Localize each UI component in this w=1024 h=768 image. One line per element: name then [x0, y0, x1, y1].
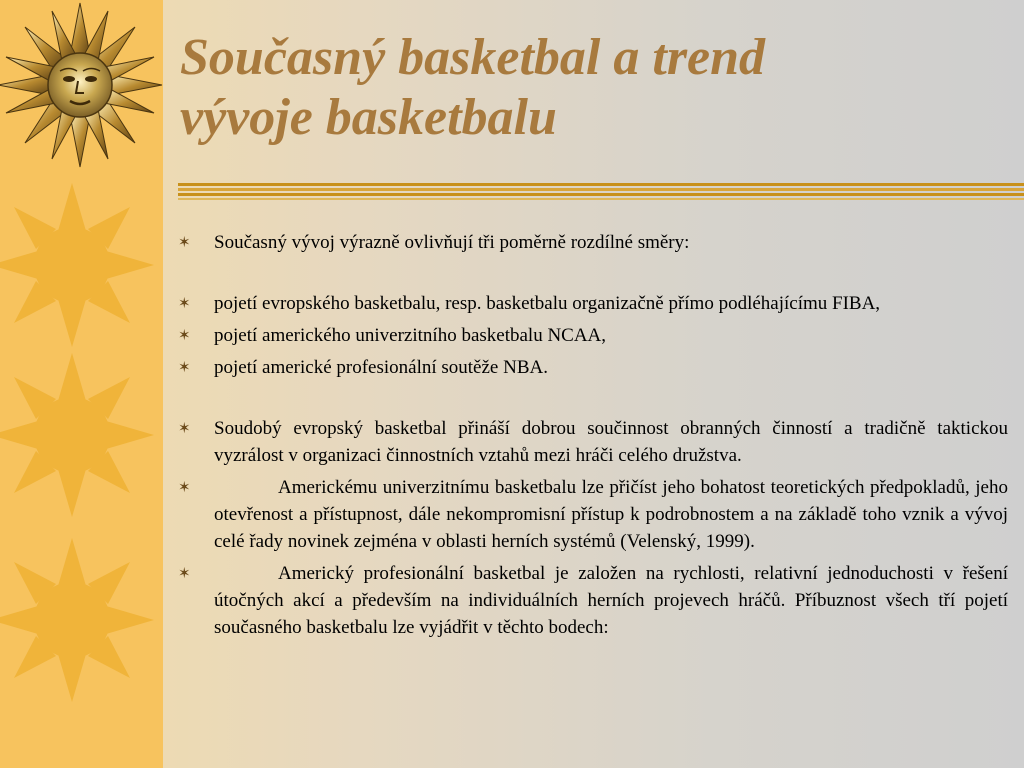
slide-title	[180, 28, 1010, 148]
bullet-text: Současný vývoj výrazně ovlivňují tři poměrně rozdílné směry:	[214, 232, 690, 253]
sun-face-icon	[0, 3, 162, 167]
bullet-item	[176, 229, 1008, 256]
sun-icon-1	[0, 183, 154, 347]
title-line-2: vývoje basketbalu	[180, 89, 557, 146]
star-bullet-icon: ✶	[178, 294, 191, 312]
sun-icon-3	[0, 538, 154, 702]
bullet-item	[176, 354, 1008, 381]
star-bullet-icon: ✶	[178, 358, 191, 376]
title-line-1: Současný basketbal a trend	[180, 29, 766, 86]
star-bullet-icon: ✶	[178, 419, 191, 437]
star-bullet-icon: ✶	[178, 564, 191, 582]
sun-decorations	[0, 0, 163, 768]
bullet-item	[176, 290, 1008, 317]
star-bullet-icon: ✶	[178, 326, 191, 344]
left-decorative-strip	[0, 0, 163, 768]
bullet-item	[176, 415, 1008, 469]
bullet-text: pojetí americké profesionální soutěže NBA.	[214, 357, 548, 378]
bullet-item	[176, 560, 1008, 641]
bullet-item	[176, 322, 1008, 349]
bullet-text: Americkému univerzitnímu basketbalu lze přičíst jeho bohatost teoretických předpokladů, jeho otevřenost a přístupnost, dále nekompromisní přístup k podrobnostem a na základě toho vznik a vývoj celé řady novinek zejména v oblasti herních systémů (Velenský, 1999).	[214, 477, 1008, 552]
title-divider	[178, 182, 1024, 202]
bullet-text: pojetí amerického univerzitního basketbalu NCAA,	[214, 325, 607, 346]
star-bullet-icon: ✶	[178, 478, 191, 496]
bullet-item	[176, 474, 1008, 555]
slide-content	[176, 229, 1008, 641]
sun-icon-2	[0, 353, 154, 517]
bullet-text: pojetí evropského basketbalu, resp. basketbalu organizačně přímo podléhajícímu FIBA,	[214, 293, 881, 314]
bullet-text: Soudobý evropský basketbal přináší dobrou součinnost obranných činností a tradičně taktickou vyzrálost v organizaci činnostních vztahů mezi hráči celého družstva.	[214, 418, 1008, 466]
bullet-text: Americký profesionální basketbal je založen na rychlosti, relativní jednoduchosti v řešení útočných akcí a především na individuálních herních projevech hráčů. Příbuznost všech tří pojetí současného basketbalu lze vyjádřit v těchto bodech:	[214, 563, 1008, 638]
star-bullet-icon: ✶	[178, 233, 191, 251]
